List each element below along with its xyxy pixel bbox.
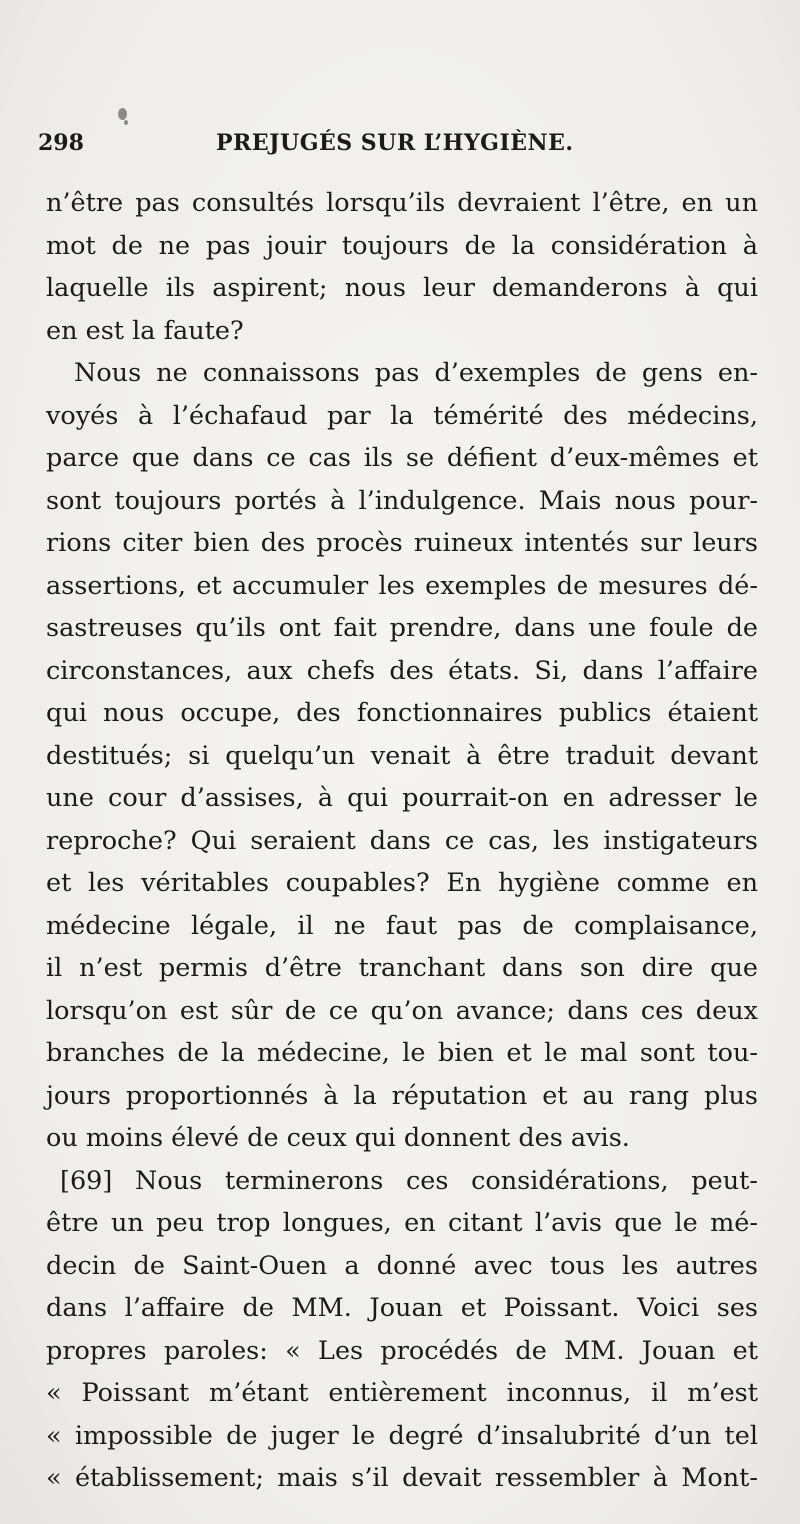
body-text: [46, 182, 758, 1500]
text-line: qui nous occupe, des fonctionnaires publics étaient: [46, 698, 758, 728]
text-line: sont toujours portés à l’indulgence. Mais nous pour-: [46, 485, 758, 516]
text-line: une cour d’assises, à qui pourrait-on en adresser le: [46, 783, 758, 813]
text-line: voyés à l’échafaud par la témérité des médecins,: [46, 400, 758, 431]
text-line: et les véritables coupables? En hygiène comme en: [46, 868, 758, 898]
text-line: en est la faute?: [46, 315, 244, 346]
text-line: propres paroles: « Les procédés de MM. Jouan et: [46, 1335, 758, 1366]
ink-speck: [124, 120, 128, 125]
text-line: destitués; si quelqu’un venait à être traduit devant: [46, 740, 758, 771]
text-line: « impossible de juger le degré d’insalubrité d’un tel: [46, 1420, 758, 1451]
text-line: parce que dans ce cas ils se défient d’eux-mêmes et: [46, 443, 758, 473]
text-line: il n’est permis d’être tranchant dans son dire que: [46, 953, 758, 983]
page-number: 298: [38, 130, 84, 156]
text-line: assertions, et accumuler les exemples de mesures dé-: [46, 570, 758, 601]
text-line: « Poissant m’étant entièrement inconnus, il m’est: [46, 1378, 758, 1408]
text-line: laquelle ils aspirent; nous leur demanderons à qui: [46, 273, 758, 303]
text-line: Nous ne connaissons pas d’exemples de gens en-: [74, 358, 758, 388]
text-line: decin de Saint-Ouen a donné avec tous les autres: [46, 1250, 758, 1281]
text-line: n’être pas consultés lorsqu’ils devraient l’être, en un: [46, 188, 758, 218]
ink-speck: [118, 108, 127, 120]
text-line: mot de ne pas jouir toujours de la considération à: [46, 230, 758, 261]
text-line: circonstances, aux chefs des états. Si, dans l’affaire: [46, 655, 758, 686]
text-line: lorsqu’on est sûr de ce qu’on avance; dans ces deux: [46, 995, 758, 1026]
text-line: branches de la médecine, le bien et le mal sont tou-: [46, 1038, 758, 1068]
text-line: reproche? Qui seraient dans ce cas, les instigateurs: [46, 825, 758, 856]
text-line: dans l’affaire de MM. Jouan et Poissant. Voici ses: [46, 1293, 758, 1323]
text-line: ou moins élevé de ceux qui donnent des avis.: [46, 1123, 630, 1153]
text-line: sastreuses qu’ils ont fait prendre, dans une foule de: [46, 613, 758, 643]
text-line: [69] Nous terminerons ces considérations, peut-: [60, 1165, 758, 1196]
text-line: jours proportionnés à la réputation et au rang plus: [46, 1080, 758, 1111]
text-line: être un peu trop longues, en citant l’avis que le mé-: [46, 1208, 758, 1238]
running-head: PREJUGÉS SUR L’HYGIÈNE.: [216, 130, 574, 156]
page-header: [38, 130, 758, 164]
text-line: médecine légale, il ne faut pas de complaisance,: [46, 910, 758, 941]
text-line: rions citer bien des procès ruineux intentés sur leurs: [46, 528, 758, 558]
text-line: « établissement; mais s’il devait ressembler à Mont-: [46, 1463, 758, 1493]
